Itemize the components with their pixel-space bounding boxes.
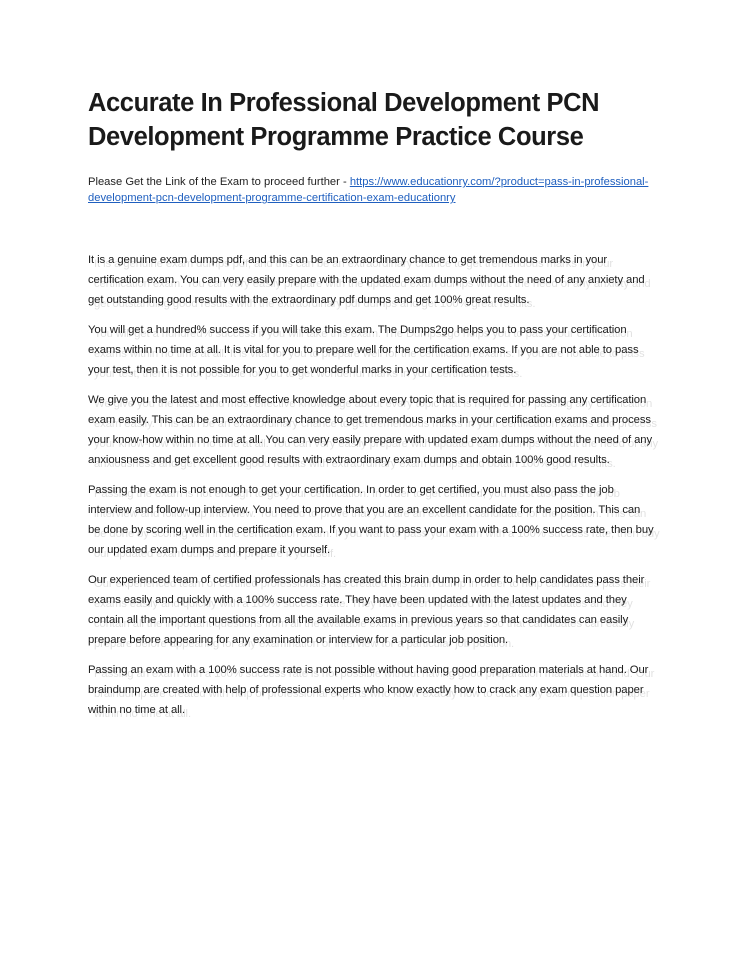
paragraph-6: Passing an exam with a 100% success rate is not possible without having good preparation materials at hand. Our braindump are created with help of professional experts who know exactly how to crack any exam question paper within no time at all. (88, 664, 649, 716)
paragraph-2: You will get a hundred% success if you will take this exam. The Dumps2go helps you to pass your certification exams within no time at all. It is vital for you to prepare well for the certification exams. If you are not able to pass your test, then it is not possible for you to get wonderful marks in your certification tests. (88, 324, 639, 376)
document-content (88, 86, 654, 730)
intro-text: Please Get the Link of the Exam to proceed further - (88, 176, 350, 188)
page-title: Accurate In Professional Development PCN Development Programme Practice Course (88, 89, 600, 151)
exam-link[interactable]: https://www.educationry.com/?product=pass-in-professional-development-pcn-development-programme-certification-exam-educationry (88, 176, 649, 204)
intro-paragraph (88, 174, 654, 206)
paragraph-4: Passing the exam is not enough to get your certification. In order to get certified, you must also pass the job interview and follow-up interview. You need to prove that you are an excellent candidate for the position. This can be done by scoring well in the certification exam. If you want to pass your exam with a 100% success rate, then buy our updated exam dumps and prepare it yourself. (88, 484, 654, 556)
body-text (88, 250, 654, 720)
paragraph-3: We give you the latest and most effective knowledge about every topic that is required for passing any certification exam easily. This can be an extraordinary chance to get tremendous marks in your certification exams and process your know-how within no time at all. You can very easily prepare with updated exam dumps without the need of any anxiousness and get excellent good results with extraordinary exam dumps and obtain 100% good results. (88, 394, 653, 466)
paragraph-5: Our experienced team of certified professionals has created this brain dump in order to help candidates pass their exams easily and quickly with a 100% success rate. They have been updated with the latest updates and they contain all the important questions from all the available exams in previous years so that candidates can easily prepare before appearing for any examination or interview for a particular job position. (88, 574, 645, 646)
paragraph-1: It is a genuine exam dumps pdf, and this can be an extraordinary chance to get tremendous marks in your certification exam. You can very easily prepare with the updated exam dumps without the need of any anxiety and get outstanding good results with the extraordinary pdf dumps and get 100% great results. (88, 254, 645, 306)
